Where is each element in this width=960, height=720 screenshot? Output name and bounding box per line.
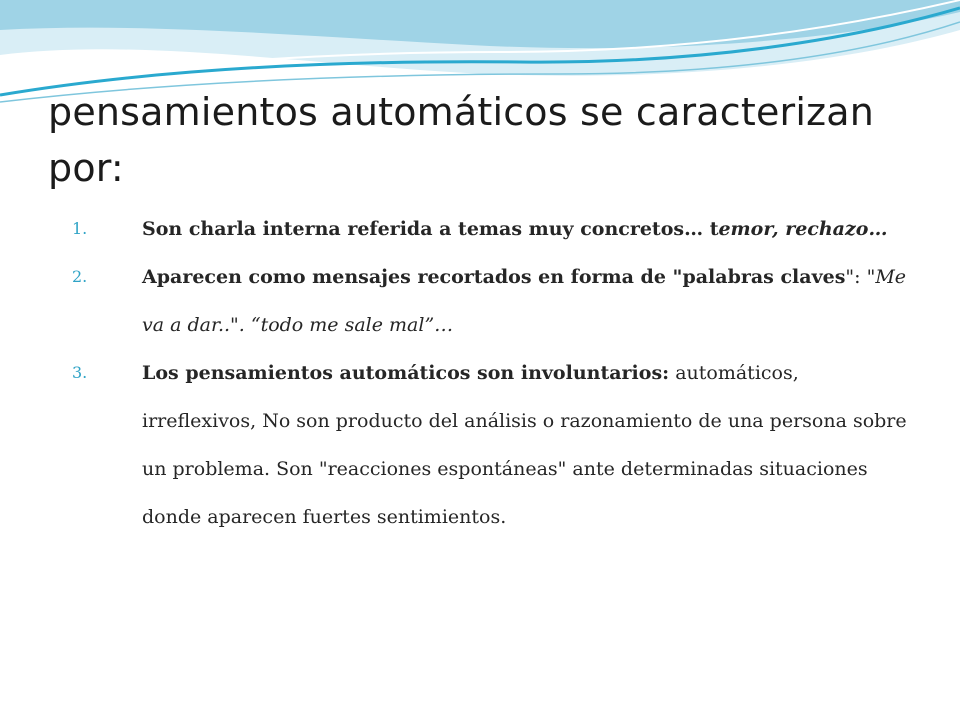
item-text-bold-italic: emor, rechazo…: [718, 218, 888, 240]
item-text-italic: Me va a dar..". “todo me sale mal”…: [142, 266, 907, 336]
item-text-bold: Son charla interna referida a temas muy concretos… t: [142, 218, 719, 240]
item-text-bold: Aparecen como mensajes recortados en forma de "palabras claves: [142, 266, 846, 288]
list-item: [72, 349, 917, 541]
item-number: 1.: [72, 219, 88, 238]
list-item: [72, 253, 917, 349]
item-text-bold: Los pensamientos automáticos son involuntarios:: [142, 362, 670, 384]
item-text: ": ": [845, 266, 876, 288]
item-text: automáticos, irreflexivos, No son producto del análisis o razonamiento de una persona sobre un problema. Son "reacciones espontáneas" ante determinadas situaciones donde aparecen fuertes sentimientos.: [142, 362, 907, 528]
slide-title: pensamientos automáticos se caracterizan por:: [48, 90, 875, 190]
characteristics-list: [72, 205, 917, 541]
list-item: [72, 205, 917, 253]
item-number: 3.: [72, 363, 88, 382]
item-number: 2.: [72, 267, 88, 286]
